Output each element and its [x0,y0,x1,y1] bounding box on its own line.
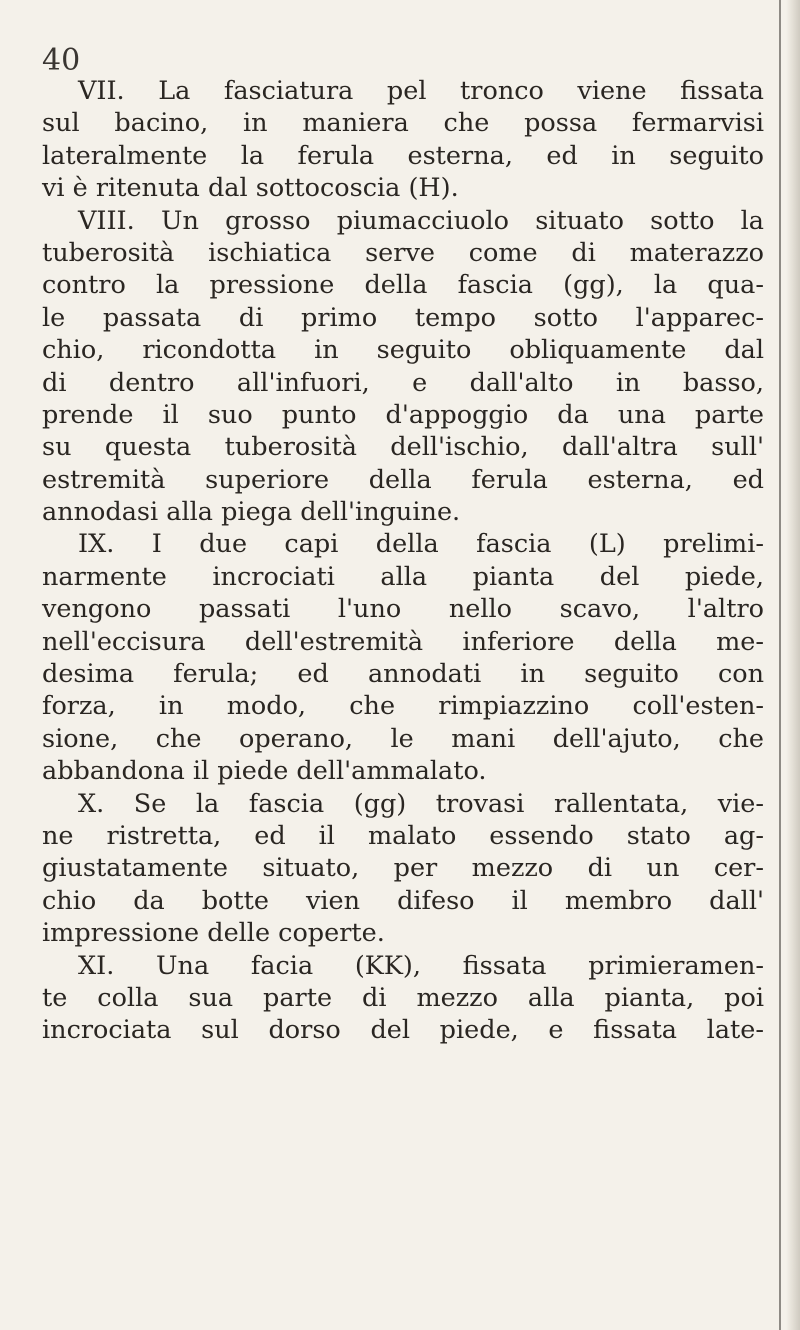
text-line: narmente incrociati alla pianta del piede, [42,561,764,592]
text-line: annodasi alla piega dell'inguine. [42,497,461,528]
text-line: XI. Una facia (KK), fissata primieramen- [78,950,764,981]
text-line: su questa tuberosità dell'ischio, dall'altra sull' [42,432,764,463]
text-line: vi è ritenuta dal sottocoscia (H). [42,173,459,204]
text-line: incrociata sul dorso del piede, e fissata late- [42,1015,764,1046]
page-edge-line [779,0,781,1330]
text-line: forza, in modo, che rimpiazzino coll'esten- [42,691,764,722]
text-line: IX. I due capi della fascia (L) prelimi- [78,529,764,560]
text-line: estremità superiore della ferula esterna, ed [42,464,764,495]
text-line: contro la pressione della fascia (gg), la qua- [42,270,764,301]
text-line: le passata di primo tempo sotto l'apparec- [42,302,764,333]
text-line: chio da botte vien difeso il membro dall' [42,885,764,916]
text-line: nell'eccisura dell'estremità inferiore della me- [42,626,764,657]
text-line: chio, ricondotta in seguito obliquamente dal [42,335,764,366]
text-line: ne ristretta, ed il malato essendo stato ag- [42,820,764,851]
body-text [42,75,764,1047]
text-line: tuberosità ischiatica serve come di materazzo [42,237,764,268]
text-line: VII. La fasciatura pel tronco viene fissata [78,76,764,106]
text-line: sul bacino, in maniera che possa fermarvisi [42,108,764,139]
page-number: 40 [42,43,81,78]
text-line: VIII. Un grosso piumacciuolo situato sotto la [78,205,764,236]
page-edge-shadow [786,0,800,1330]
text-line: X. Se la fascia (gg) trovasi rallentata, vie- [78,788,764,819]
text-line: giustatamente situato, per mezzo di un cer- [42,853,764,884]
text-line: prende il suo punto d'appoggio da una parte [42,399,764,430]
text-line: abbandona il piede dell'ammalato. [42,756,487,787]
text-line: vengono passati l'uno nello scavo, l'altro [42,594,764,625]
text-line: sione, che operano, le mani dell'ajuto, che [42,723,764,754]
text-line: desima ferula; ed annodati in seguito con [42,659,764,690]
text-line: lateralmente la ferula esterna, ed in seguito [42,140,764,171]
text-line: di dentro all'infuori, e dall'alto in basso, [42,367,764,398]
text-line: impressione delle coperte. [42,918,385,949]
text-line: te colla sua parte di mezzo alla pianta, poi [42,982,764,1013]
